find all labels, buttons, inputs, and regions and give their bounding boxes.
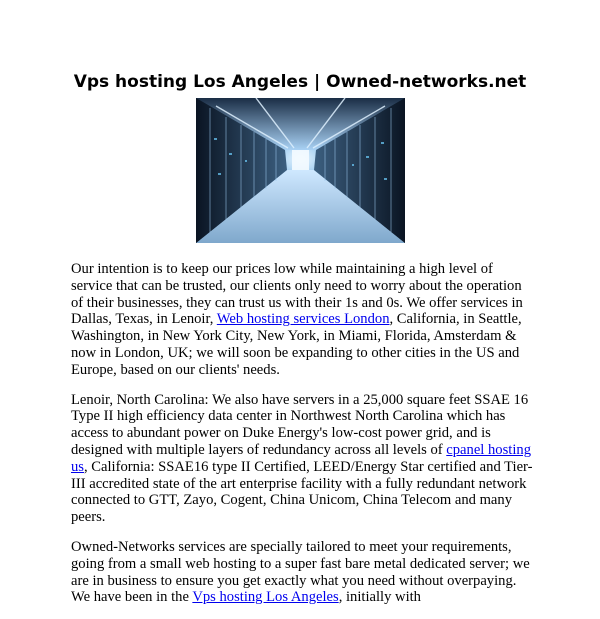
paragraph	[71, 392, 533, 526]
vps-hosting-la-link[interactable]: Vps hosting Los Angeles	[192, 589, 339, 606]
paragraph	[71, 261, 533, 379]
article-body	[71, 261, 533, 619]
paragraph-text: Our intention is to keep our prices low while maintaining a high level of service that can be trusted, our clients only need to worry about the operation of their businesses, they can trust us with their 1s and 0s. We offer services in Dallas, Texas, in Lenoir,	[71, 261, 523, 328]
paragraph-text: , California: SSAE16 type II Certified, LEED/Energy Star certified and Tier-III accredited state of the art enterprise facility with a fully redundant network connected to GTT, Zayo, Cogent, China Unicom, China Telecom and many peers.	[71, 458, 533, 526]
paragraph-text: Lenoir, North Carolina: We also have servers in a 25,000 square feet SSAE 16 Type II high efficiency data center in Northwest North Carolina which has access to abundant power on Duke Energy's low-cost power grid, and is designed with multiple layers of redundancy across all levels of	[71, 391, 529, 458]
paragraph-text: Owned-Networks services are specially tailored to meet your requirements, going from a small web hosting to a super fast bare metal dedicated server; we are in business to ensure you get exactly what you need without overpaying. We have been in the	[71, 538, 530, 606]
page-title: Vps hosting Los Angeles | Owned-networks.net	[73, 72, 527, 92]
paragraph-text: , initially with	[338, 589, 421, 606]
paragraph	[71, 539, 533, 606]
cpanel-hosting-link[interactable]: cpanel hosting us	[71, 441, 531, 475]
datacenter-image	[196, 98, 405, 243]
paragraph-text: , California, in Seattle, Washington, in New York City, New York, in Miami, Florida, Amsterdam & now in London, UK; we will soon be expanding to other cities in the US and Europe, based on our clients' needs.	[71, 311, 522, 378]
web-hosting-london-link[interactable]: Web hosting services London	[216, 311, 390, 328]
